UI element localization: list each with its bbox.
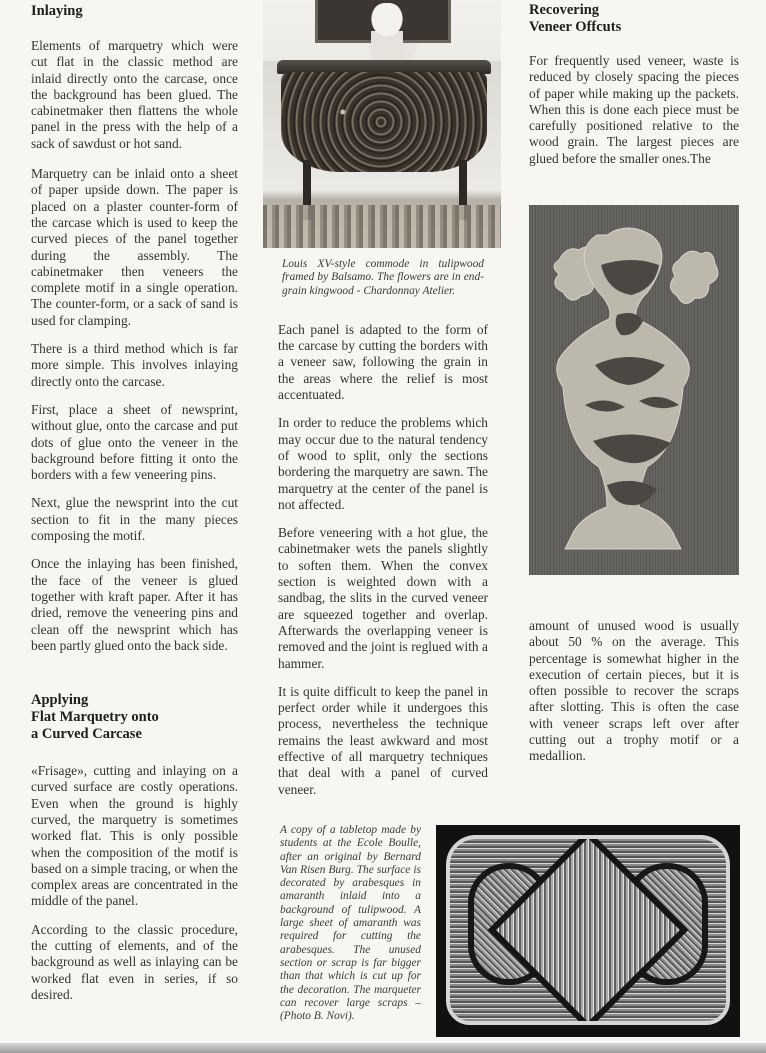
section-heading-recovering-veneer-offcuts [529,2,739,36]
vase-flower-right [670,251,717,303]
heading-line: Recovering [529,2,600,18]
paragraph: Next, glue the newsprint into the cut section to fit in the many pieces composing the motif. [31,495,238,544]
heading-line: Veneer Offcuts [529,19,622,35]
commode-caption: Louis XV-style commode in tulipwood framed by Balsamo. The flowers are in end-grain kingwood - Chardonnay Atelier. [282,258,484,297]
paragraph: «Frisage», cutting and inlaying on a curved surface are costly operations. Even when the ground is highly curved, the marquetry is sometimes worked flat. This is only possible when the composition of the motif is based on a simple tracing, or when the complex areas are concentrated in the middle of the panel. [31,763,238,909]
section-heading-applying-flat-marquetry [31,692,238,743]
paragraph: amount of unused wood is usually about 50 % on the average. This percentage is somewhat higher in the execution of certain pieces, but it is often possible to recover the scraps after slotting. This is often the case with veneer scraps left over after cutting out a trophy motif or a medallion. [529,618,739,764]
paragraph: It is quite difficult to keep the panel in perfect order while it undergoes this process, nevertheless the technique remains the least awkward and most effective of all marquetry techniques that deal with a panel of curved veneer. [278,683,488,797]
heading-line: a Curved Carcase [31,726,142,743]
paragraph: First, place a sheet of newsprint, without glue, onto the carcase and put dots of glue onto the veneer in the background before fitting it onto the borders with a few veneering pins. [31,401,238,483]
paragraph: Once the inlaying has been finished, the face of the veneer is glued together with kraft paper. After it has dried, remove the veneering pins and clean off the newsprint which has been partly glued onto the back side. [31,556,238,653]
tabletop-photo [436,825,740,1037]
paragraph: Before veneering with a hot glue, the cabinetmaker wets the panels slightly to soften them. When the convex section is weighted down with a sandbag, the slits in the curved veneer are squeezed together and overlap. Afterwards the overlapping veneer is removed and the joint is reglued with a hammer. [278,525,488,671]
tabletop-frame [446,835,730,1025]
paragraph: According to the classic procedure, the cutting of elements, and of the background as well as inlaying can be worked flat even in series, if so desired. [31,921,238,1002]
paragraph: In order to reduce the problems which may occur due to the natural tendency of wood to split, only the sections bordering the marquetry are sawn. The marquetry at the center of the panel is not affected. [278,415,488,512]
vase-illustration [529,205,739,575]
right-column [529,0,739,764]
paragraph: Marquetry can be inlaid onto a sheet of paper upside down. The paper is placed on a plaster counter-form of the carcase which is used to keep the curved pieces of the panel together during the assembly. The cabinetmaker then veneers the complete motif in a single operation. The counter-form, or a sack of sand is used for clamping. [31,166,238,328]
section-heading-inlaying: Inlaying [31,3,83,19]
vase-photo [529,205,739,575]
paragraph: For frequently used veneer, waste is reduced by closely spacing the pieces of paper while making up the packets. When this is done each piece must be carefully positioned relative to the wood grain. The largest pieces are glued before the smaller ones.The [529,53,739,166]
paragraph: Each panel is adapted to the form of the carcase by cutting the borders with a veneer saw, following the grain in the areas where the relief is most accentuated. [278,321,488,403]
middle-column [278,0,488,798]
paragraph: Elements of marquetry which were cut flat in the classic method are inlaid directly onto the carcase, once the background has been glued. The cabinetmaker then flattens the whole panel in the press with the help of a sack of sawdust or hot sand. [31,38,238,151]
heading-line: Flat Marquetry onto [31,709,159,726]
paragraph: There is a third method which is far more simple. This involves inlaying directly onto the carcase. [31,341,238,389]
left-column [31,0,238,1003]
heading-line: Applying [31,692,89,709]
tabletop-caption: A copy of a tabletop made by students at the Ecole Boulle, after an original by Bernard Van Risen Burg. The surface is decorated by arabesques in amaranth inlaid into a background of tulipwood. A large sheet of amaranth was required for cutting the arabesques. The unused section or scrap is far bigger than that which is cut up for the decoration. The marqueter can recover large scraps – (Photo B. Novi). [280,824,421,1023]
page-bottom-edge [0,1043,766,1053]
